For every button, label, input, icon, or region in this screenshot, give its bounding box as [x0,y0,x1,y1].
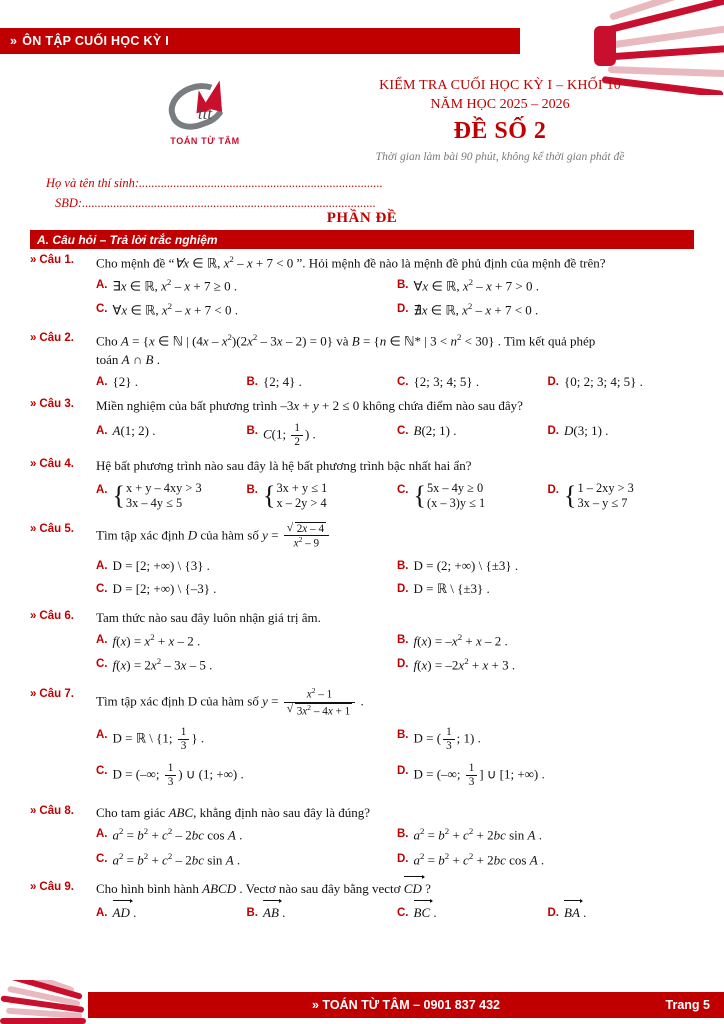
option-c[interactable]: C. B(2; 1) . [397,422,548,449]
question-stem: Cho hình bình hành ABCD . Vectơ nào sau đây bằng vectơ CD ? [96,880,698,899]
question-options [96,481,698,512]
option-a[interactable]: A. {2} . [96,373,247,392]
option-text: C(1; $\frac{1}{2}$ ) . [263,422,316,449]
part-title: PHẦN ĐỀ [326,210,398,226]
option-text: $a^2 = b^2 + c^2 - 2bc$ cos A . [112,826,243,843]
option-a[interactable]: A. { x + y – 4xy > 3 3x – 4y ≤ 5 [96,480,202,511]
question-item [30,397,698,449]
question-options [96,276,698,324]
option-b[interactable]: B. { 3x + y ≤ 1 x – 2y > 4 [246,480,328,511]
option-text: ∃x ∈ ℝ, $x^2 - x + 7 \ge 0$ . [112,277,238,294]
option-a[interactable]: A. $f(x) = x^2 + x - 2$ . [96,631,397,651]
question-options [96,373,698,392]
option-a[interactable]: A. D = [2; +∞) \ {3} . [96,557,397,576]
option-d[interactable]: D. $f(x) = -2x^2 + x + 3$ . [397,655,698,675]
option-c[interactable]: C. { 5x – 4y ≥ 0 (x – 3)y ≤ 1 [397,480,486,511]
question-item [30,522,698,603]
option-d[interactable]: D. D = ℝ \ {±3} . [397,580,698,599]
question-stem: Tìm tập xác định D của hàm số y = √ $\frac{2x - 4}{x^2 - 9}$ [96,522,698,551]
option-text: D(3; 1) . [564,423,609,439]
option-text: $f(x) = -x^2 + x - 2$ . [413,631,508,648]
question-stem: Cho tam giác ABC, khẳng định nào sau đây là đúng? [96,804,371,820]
option-d[interactable]: D. $a^2 = b^2 + c^2 + 2bc$ cos A . [397,850,698,870]
option-text: B(2; 1) . [413,423,457,439]
question-label: » Câu 4. [30,457,74,470]
question-item [30,804,698,874]
exam-header-line2: NĂM HỌC 2025 – 2026 [430,97,570,112]
student-name-field[interactable]: Họ và tên thí sinh:.............................................................................. [46,176,383,190]
question-options [96,904,698,923]
question-label: » Câu 3. [30,398,74,411]
page-footer [0,980,724,1024]
option-a[interactable]: A. ∃x ∈ ℝ, $x^2 - x + 7 \ge 0$ . [96,276,397,296]
exam-header-line1: KIỂM TRA CUỐI HỌC KỲ I – KHỐI 10 [379,78,621,93]
option-c[interactable]: C. $f(x) = 2x^2 - 3x - 5$ . [96,655,397,675]
question-options [96,422,698,449]
option-text: { 3x + y ≤ 1 x – 2y > 4 [263,480,328,511]
option-text: D = [2; +∞) \ {3} . [112,558,210,574]
option-text: {2} . [112,373,138,389]
option-d[interactable]: D. { 1 – 2xy > 3 3x – y ≤ 7 [547,480,634,511]
option-a[interactable]: A. $a^2 = b^2 + c^2 - 2bc$ cos A . [96,825,397,845]
logo-monogram: ttt [197,104,213,123]
formula-fraction: √ $\frac{2x - 4}{x^2 - 9}$ [284,522,329,551]
option-b[interactable]: B. C(1; $\frac{1}{2}$ ) . [246,422,316,449]
option-text: BC . [414,904,437,923]
option-b[interactable]: B. {2; 4} . [247,373,398,392]
question-stem: Cho A = {x ∈ ℕ | $(4x - x^2)(2x^2 - 3x - 2) = 0$} và B = {n ∈ ℕ* | $3 < n^2 < 30$} . Tìm kết quả phép [96,331,596,348]
exam-duration-note: Thời gian làm bài 90 phút, không kể thời gian phát đề [375,151,625,163]
option-text: A(1; 2) . [112,423,156,439]
question-stem-cont: toán A ∩ B . [96,351,160,367]
question-item [30,331,698,392]
logo [140,82,270,154]
question-item [30,457,698,512]
option-d[interactable]: D. D(3; 1) . [548,422,699,449]
question-stem: Tìm tập xác định D của hàm số y = $x^2 - 1$ √ $3x^2 - 4x + 1$ . [96,687,698,718]
question-label: » Câu 6. [30,609,74,622]
option-text: ∀x ∈ ℝ, $x^2 - x + 7 < 0$ . [112,301,238,318]
chevron-icon: » [10,34,18,48]
option-d[interactable]: D. BA . [548,904,699,923]
option-d[interactable]: D. {0; 2; 3; 4; 5} . [548,373,699,392]
header-banner [0,28,520,54]
option-d[interactable]: D. ∄x ∈ ℝ, $x^2 - x + 7 < 0$ . [397,300,698,320]
option-b[interactable]: B. D = (2; +∞) \ {±3} . [397,557,698,576]
option-text: { 5x – 4y ≥ 0 (x – 3)y ≤ 1 [413,480,486,511]
question-stem: Cho mệnh đề “∀x ∈ ℝ, $x^2 - x + 7 < 0$ ”. Hỏi mệnh đề nào là mệnh đề phủ định của mệnh đề trên? [96,254,606,271]
option-text: $a^2 = b^2 + c^2 + 2bc$ cos A . [413,850,545,867]
question-label: » Câu 5. [30,522,74,535]
footer-brand: » TOÁN TỪ TÂM – 0901 837 432 [311,998,500,1012]
question-item [30,687,698,798]
student-sbd-field[interactable]: SBD:.............................................................................................. [55,196,376,210]
question-label: » Câu 9. [30,880,74,893]
formula-fraction: $x^2 - 1$ √ $3x^2 - 4x + 1$ [284,687,356,718]
page-number: Trang 5 [665,998,710,1012]
option-text: D = [2; +∞) \ {–3} . [112,580,217,596]
option-text: { 1 – 2xy > 3 3x – y ≤ 7 [564,480,634,511]
footer-bar [88,992,724,1018]
logo-mark-icon [140,82,270,134]
question-stem: Tam thức nào sau đây luôn nhận giá trị âm. [96,609,321,625]
question-item [30,880,698,923]
question-stem: Hệ bất phương trình nào sau đây là hệ bất phương trình bậc nhất hai ẩn? [96,457,472,473]
option-text: {2; 4} . [263,373,302,389]
option-c[interactable]: C. BC . [397,904,548,923]
option-text: { x + y – 4xy > 3 3x – 4y ≤ 5 [112,480,202,511]
section-header-multiple-choice: A. Câu hỏi – Trả lời trắc nghiệm [30,230,694,249]
question-options [96,825,698,873]
option-text: AD . [113,904,137,923]
option-text: AB . [263,904,285,923]
option-text: D = ℝ \ {±3} . [413,580,490,596]
option-text: D = (2; +∞) \ {±3} . [413,558,519,574]
option-text: D = ( $\frac{1}{3}$ ; 1) . [413,726,481,752]
option-text: BA . [564,904,586,923]
option-text: $f(x) = -2x^2 + x + 3$ . [413,655,516,673]
option-a[interactable]: A. AD . [96,904,247,923]
option-a[interactable]: A. D = ℝ \ {1; $\frac{1}{3}$ } . [96,726,205,752]
option-text: $f(x) = 2x^2 - 3x - 5$ . [112,655,213,673]
logo-brand-text: TOÁN TỪ TÂM [170,136,240,146]
option-b[interactable]: B. D = ( $\frac{1}{3}$ ; 1) . [397,726,481,752]
option-text: D = ℝ \ {1; $\frac{1}{3}$ } . [112,726,205,752]
header-banner-title: ÔN TẬP CUỐI HỌC KỲ I [22,34,170,48]
exam-code-title: ĐỀ SỐ 2 [453,118,547,144]
option-text: ∄x ∈ ℝ, $x^2 - x + 7 < 0$ . [413,301,539,318]
question-item [30,609,698,679]
option-text: {2; 3; 4; 5} . [413,373,480,389]
option-text: $a^2 = b^2 + c^2 + 2bc$ sin A . [413,826,542,843]
option-b[interactable]: B. $f(x) = -x^2 + x - 2$ . [397,631,698,651]
question-stem: Miền nghiệm của bất phương trình –3x + y + 2 ≤ 0 không chứa điểm nào sau đây? [96,398,523,414]
option-c[interactable]: C. D = (–∞; $\frac{1}{3}$ ) ∪ (1; +∞) . [96,761,244,788]
question-label: » Câu 2. [30,331,74,344]
option-c[interactable]: C. ∀x ∈ ℝ, $x^2 - x + 7 < 0$ . [96,300,397,320]
option-text: D = (–∞; $\frac{1}{3}$ ) ∪ (1; +∞) . [112,761,244,788]
option-b[interactable]: B. ∀x ∈ ℝ, $x^2 - x + 7 > 0$ . [397,276,698,296]
option-b[interactable]: B. AB . [247,904,398,923]
option-text: $f(x) = x^2 + x - 2$ . [112,631,201,648]
question-label: » Câu 8. [30,804,74,817]
question-options [96,726,698,797]
question-options [96,631,698,679]
questions-list [30,253,698,928]
option-a[interactable]: A. A(1; 2) . [96,422,247,449]
option-b[interactable]: B. $a^2 = b^2 + c^2 + 2bc$ sin A . [397,825,698,845]
option-text: D = (–∞; $\frac{1}{3}$ ] ∪ [1; +∞) . [413,761,545,788]
option-c[interactable]: C. D = [2; +∞) \ {–3} . [96,580,397,599]
question-item [30,253,698,325]
option-c[interactable]: C. {2; 3; 4; 5} . [397,373,548,392]
option-text: ∀x ∈ ℝ, $x^2 - x + 7 > 0$ . [413,277,539,294]
question-label: » Câu 7. [30,687,74,700]
option-text: {0; 2; 3; 4; 5} . [564,373,643,389]
option-text: $a^2 = b^2 + c^2 - 2bc$ sin A . [112,850,241,867]
exam-header [300,78,700,163]
option-c[interactable]: C. $a^2 = b^2 + c^2 - 2bc$ sin A . [96,850,397,870]
question-options [96,557,698,603]
question-label: » Câu 1. [30,254,74,266]
option-d[interactable]: D. D = (–∞; $\frac{1}{3}$ ] ∪ [1; +∞) . [397,761,545,788]
